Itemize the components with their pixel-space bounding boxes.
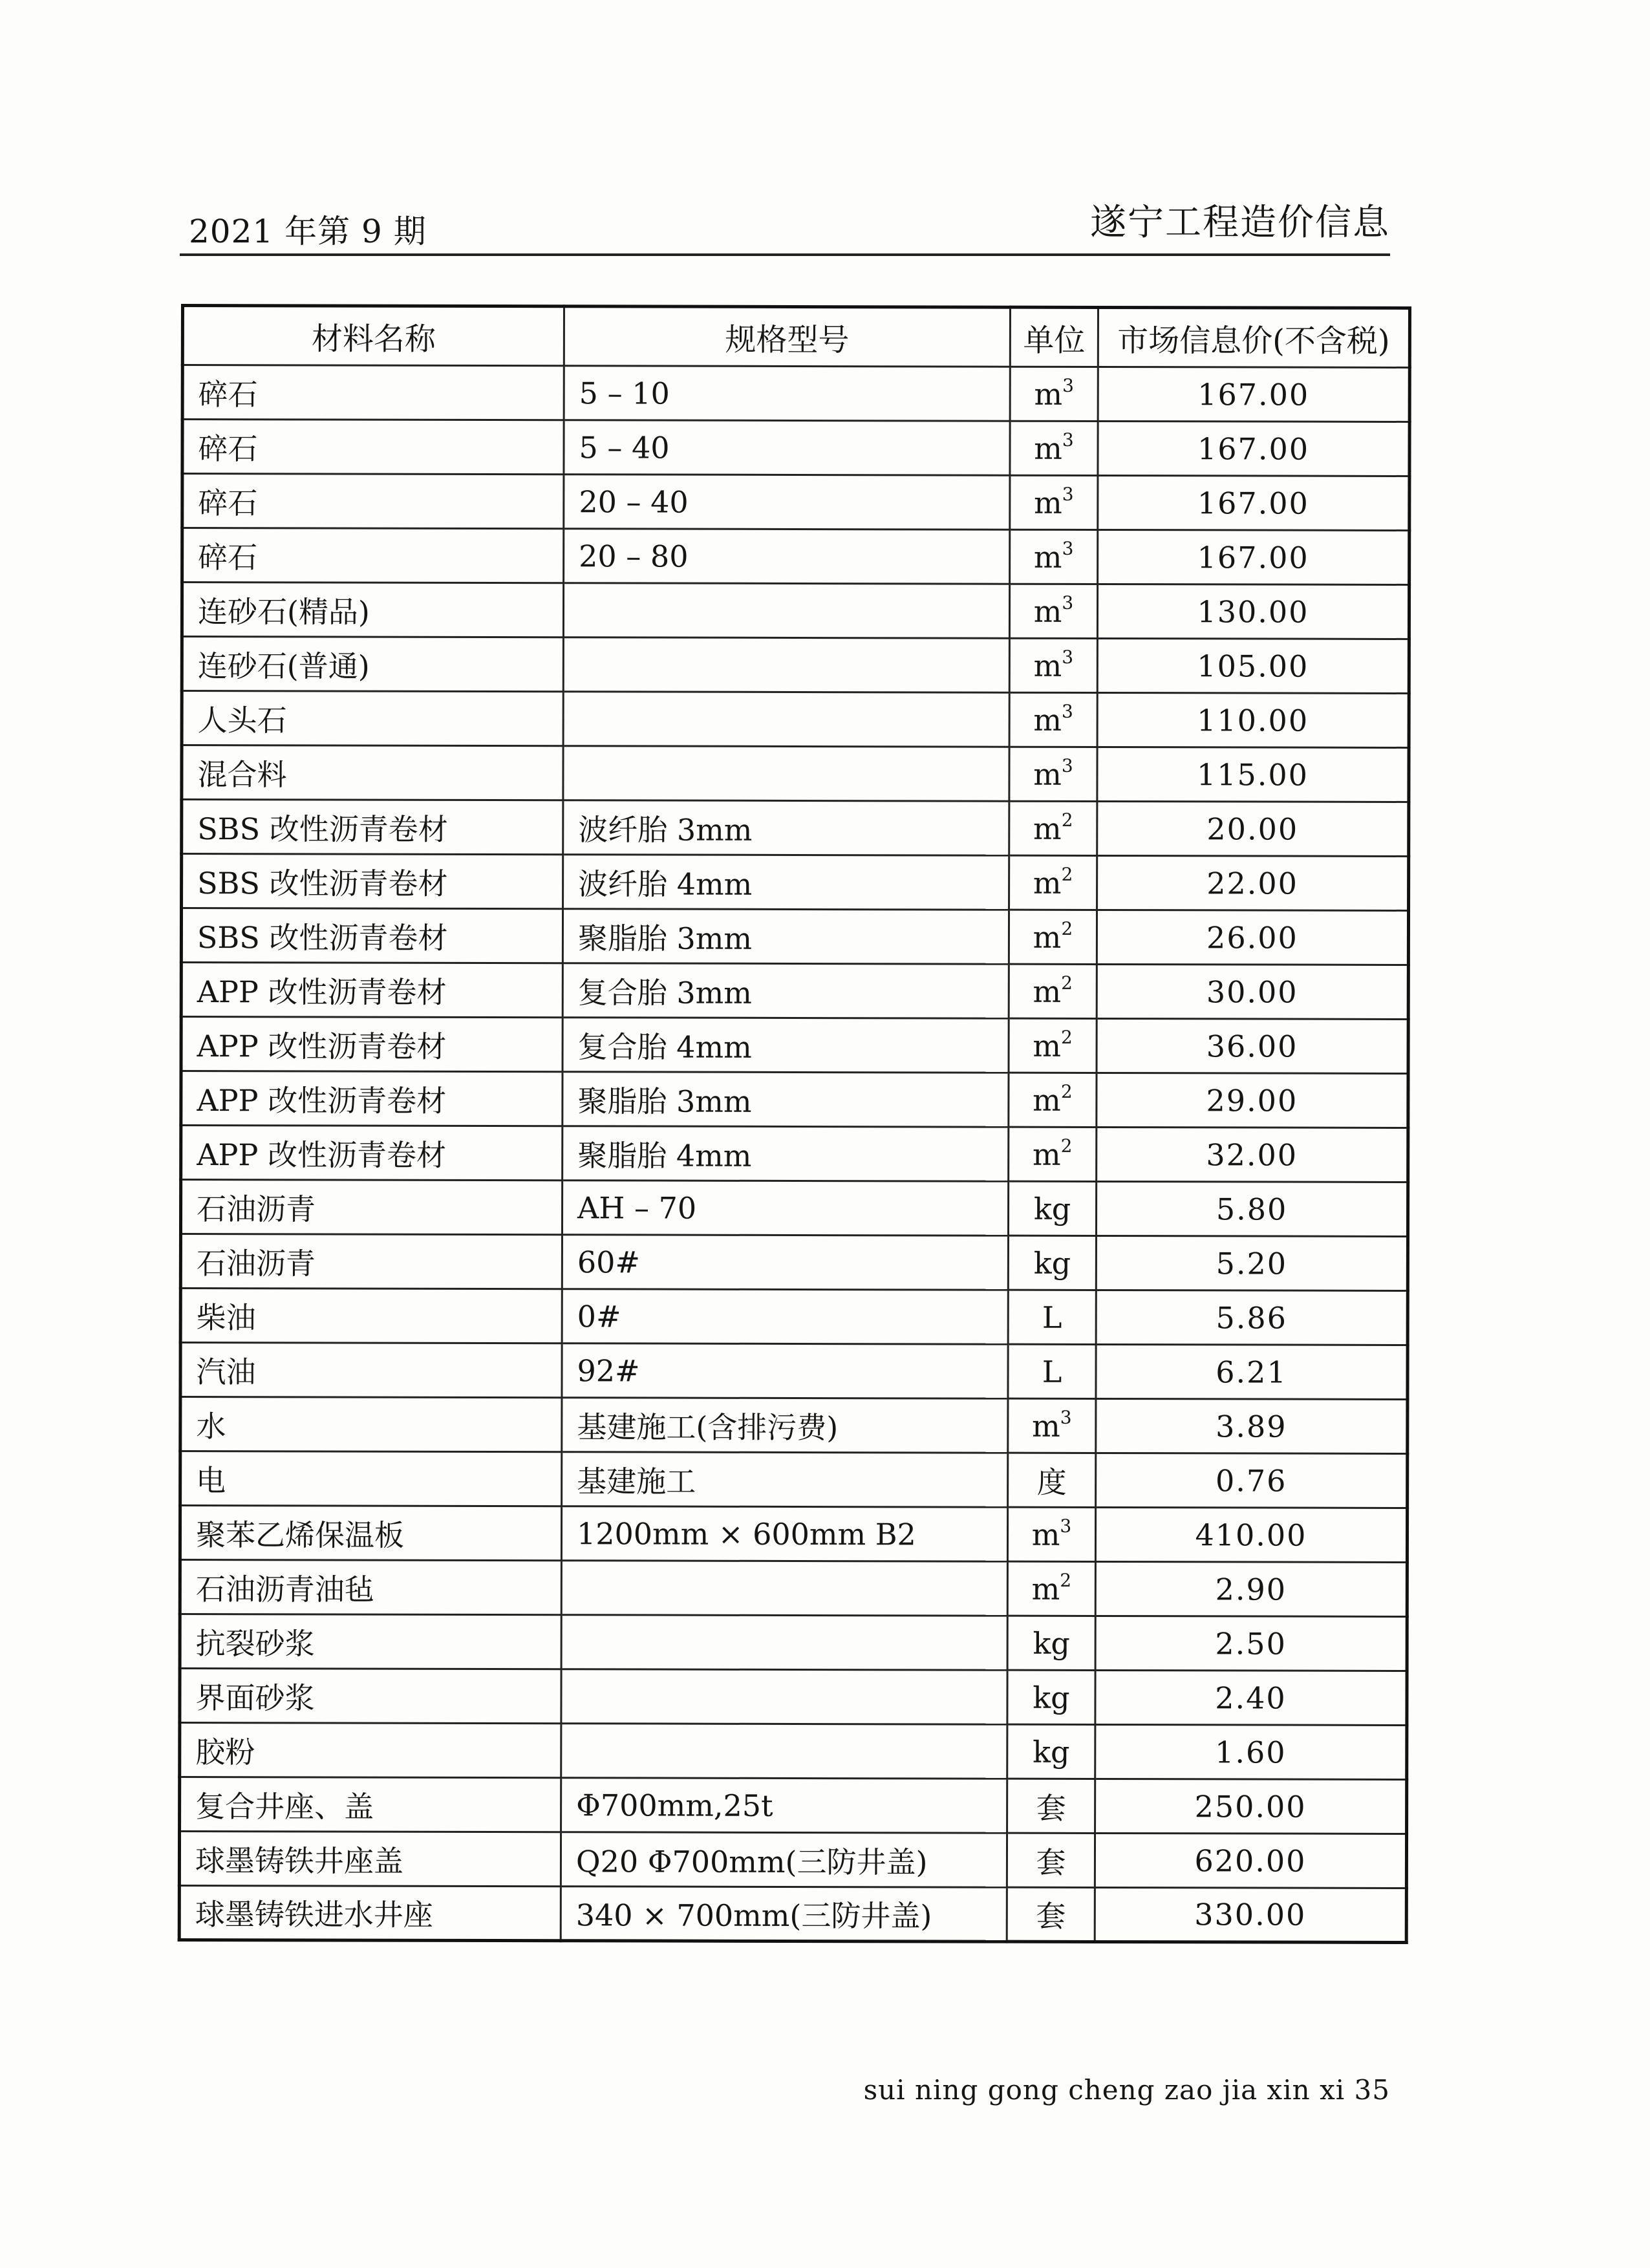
unit-text: L: [1042, 1354, 1062, 1389]
unit-text: kg: [1033, 1625, 1070, 1661]
spec-cell: 340 × 700mm(三防井盖): [561, 1887, 1007, 1942]
table-row: [181, 1071, 1408, 1128]
price-cell: 36.00: [1097, 1018, 1408, 1073]
table-row: [182, 365, 1409, 422]
unit-text: 套: [1036, 1845, 1066, 1880]
unit-text: kg: [1033, 1680, 1070, 1715]
unit-text: m: [1034, 431, 1062, 466]
material-name-cell: 电: [180, 1451, 562, 1506]
unit-exponent: 3: [1062, 646, 1074, 668]
unit-text: 套: [1036, 1898, 1066, 1934]
table-row: [182, 745, 1409, 802]
unit-cell: [1010, 367, 1098, 421]
spec-cell: [563, 583, 1009, 638]
issue-label: 2021 年第 9 期: [189, 213, 427, 250]
material-name-cell: 界面砂浆: [180, 1669, 561, 1724]
table-row: [181, 1126, 1408, 1182]
material-name-cell: 混合料: [182, 745, 563, 800]
spec-cell: 基建施工(含排污费): [562, 1398, 1008, 1453]
table-body: [179, 365, 1409, 1943]
unit-cell: [1007, 1833, 1095, 1887]
unit-text: m: [1034, 485, 1062, 520]
unit-cell: [1007, 1507, 1095, 1561]
column-header-name: 材料名称: [182, 306, 564, 366]
price-cell: 29.00: [1097, 1073, 1408, 1128]
price-cell: 2.40: [1095, 1670, 1407, 1725]
unit-cell: [1009, 801, 1097, 855]
price-cell: 3.89: [1096, 1398, 1408, 1453]
spec-cell: AH – 70: [562, 1181, 1008, 1236]
spec-cell: [561, 1669, 1007, 1724]
spec-cell: 20 – 40: [564, 475, 1010, 530]
material-name-cell: 复合井座、盖: [180, 1777, 561, 1832]
unit-exponent: 3: [1062, 429, 1074, 451]
unit-exponent: 2: [1061, 917, 1073, 939]
price-cell: 1.60: [1095, 1724, 1407, 1779]
material-name-cell: APP 改性沥青卷材: [181, 963, 562, 1018]
price-cell: 167.00: [1098, 530, 1409, 584]
spec-cell: 0#: [562, 1289, 1008, 1344]
table-row: [182, 637, 1409, 694]
unit-text: m: [1033, 1028, 1062, 1064]
price-cell: 22.00: [1097, 855, 1409, 910]
table-row: [180, 1451, 1408, 1508]
price-cell: 0.76: [1096, 1453, 1408, 1508]
unit-text: kg: [1033, 1191, 1071, 1226]
price-cell: 410.00: [1095, 1507, 1407, 1562]
price-cell: 330.00: [1095, 1887, 1406, 1942]
price-cell: 105.00: [1097, 638, 1409, 693]
unit-exponent: 2: [1061, 972, 1073, 994]
table-row: [182, 474, 1409, 531]
spec-cell: 复合胎 3mm: [562, 963, 1009, 1018]
price-cell: 5.80: [1096, 1181, 1408, 1236]
unit-exponent: 2: [1061, 809, 1073, 831]
spec-cell: [561, 1561, 1007, 1616]
unit-cell: [1007, 1616, 1095, 1670]
spec-cell: Φ700mm,25t: [561, 1778, 1007, 1833]
spec-cell: 聚脂胎 3mm: [562, 1072, 1009, 1127]
table-row: [180, 1723, 1407, 1780]
unit-text: 度: [1036, 1464, 1067, 1500]
unit-text: m: [1033, 539, 1062, 575]
material-name-cell: 抗裂砂浆: [180, 1614, 561, 1669]
material-name-cell: 连砂石(普通): [182, 637, 563, 692]
unit-text: 套: [1036, 1790, 1066, 1826]
material-name-cell: SBS 改性沥青卷材: [182, 854, 563, 909]
material-name-cell: 人头石: [182, 691, 563, 746]
price-cell: 110.00: [1097, 692, 1409, 747]
price-table: [178, 304, 1411, 1944]
unit-text: m: [1033, 648, 1062, 683]
column-header-spec: 规格型号: [564, 306, 1010, 367]
page-footer: sui ning gong cheng zao jia xin xi 35: [863, 2074, 1390, 2106]
unit-cell: [1009, 910, 1097, 964]
unit-cell: [1010, 530, 1098, 584]
table-row: [182, 420, 1409, 476]
unit-cell: [1008, 1290, 1096, 1344]
unit-text: m: [1033, 702, 1062, 738]
unit-cell: [1007, 1887, 1095, 1942]
unit-exponent: 3: [1062, 537, 1074, 559]
material-name-cell: 碎石: [182, 420, 564, 475]
spec-cell: 1200mm × 600mm B2: [561, 1506, 1007, 1561]
material-name-cell: 碎石: [182, 474, 564, 529]
material-name-cell: 聚苯乙烯保温板: [180, 1506, 561, 1561]
table-row: [180, 1669, 1407, 1726]
material-name-cell: 碎石: [182, 528, 564, 583]
unit-cell: [1009, 584, 1097, 638]
unit-cell: [1007, 1670, 1095, 1724]
table-row: [182, 691, 1409, 748]
unit-exponent: 2: [1060, 1569, 1072, 1591]
table-row: [180, 1560, 1407, 1617]
price-cell: 5.86: [1096, 1290, 1408, 1345]
price-cell: 115.00: [1097, 747, 1409, 802]
table-row: [179, 1832, 1406, 1888]
table-header-row: [182, 306, 1409, 368]
material-name-cell: 汽油: [180, 1343, 562, 1398]
spec-cell: [561, 1724, 1007, 1779]
unit-cell: [1009, 692, 1097, 747]
table-row: [180, 1614, 1407, 1671]
table-row: [180, 1180, 1408, 1237]
unit-cell: [1008, 1181, 1096, 1236]
unit-cell: [1009, 747, 1097, 801]
price-cell: 167.00: [1098, 421, 1409, 476]
material-name-cell: 连砂石(精品): [182, 583, 563, 637]
table-row: [181, 963, 1408, 1020]
unit-text: m: [1033, 811, 1062, 846]
unit-text: m: [1033, 756, 1062, 792]
spec-cell: 波纤胎 3mm: [563, 800, 1009, 855]
table-row: [182, 528, 1409, 585]
spec-cell: Q20 Φ700mm(三防井盖): [561, 1832, 1007, 1887]
header-divider: [180, 253, 1390, 256]
material-name-cell: 柴油: [180, 1289, 562, 1343]
material-name-cell: 水: [180, 1397, 562, 1452]
material-name-cell: APP 改性沥青卷材: [181, 1126, 562, 1181]
price-cell: 5.20: [1096, 1236, 1408, 1290]
spec-cell: [563, 692, 1009, 747]
material-name-cell: 球墨铸铁进水井座: [179, 1885, 561, 1940]
unit-text: m: [1033, 594, 1062, 629]
price-cell: 130.00: [1097, 584, 1409, 639]
unit-cell: [1007, 1724, 1095, 1779]
unit-cell: [1009, 855, 1097, 910]
unit-cell: [1008, 1236, 1096, 1290]
price-cell: 2.50: [1095, 1616, 1407, 1671]
unit-cell: [1008, 1344, 1096, 1398]
table-row: [180, 1289, 1408, 1345]
material-name-cell: SBS 改性沥青卷材: [182, 800, 563, 855]
material-name-cell: SBS 改性沥青卷材: [181, 908, 562, 963]
spec-cell: [561, 1615, 1007, 1670]
unit-text: m: [1032, 1408, 1060, 1444]
spec-cell: 5 – 40: [564, 420, 1010, 475]
table-row: [182, 800, 1409, 857]
table-row: [180, 1234, 1408, 1291]
price-cell: 620.00: [1095, 1833, 1406, 1888]
price-cell: 26.00: [1097, 910, 1408, 965]
table-row: [182, 583, 1409, 639]
unit-cell: [1010, 421, 1098, 475]
unit-exponent: 2: [1060, 1026, 1073, 1048]
unit-exponent: 3: [1062, 374, 1074, 396]
unit-cell: [1008, 1453, 1096, 1507]
spec-cell: 92#: [562, 1343, 1008, 1398]
unit-cell: [1009, 964, 1097, 1018]
unit-text: m: [1031, 1517, 1060, 1552]
material-name-cell: 胶粉: [180, 1723, 561, 1778]
material-name-cell: APP 改性沥青卷材: [181, 1017, 562, 1072]
spec-cell: 聚脂胎 3mm: [562, 909, 1009, 964]
unit-text: m: [1034, 376, 1063, 412]
unit-text: m: [1033, 865, 1062, 901]
spec-cell: [563, 637, 1009, 692]
price-cell: 167.00: [1098, 475, 1409, 530]
material-name-cell: 石油沥青油毡: [180, 1560, 561, 1615]
unit-cell: [1007, 1779, 1095, 1833]
unit-cell: [1009, 1073, 1097, 1127]
table-row: [180, 1343, 1408, 1400]
publication-title: 遂宁工程造价信息: [1090, 202, 1390, 244]
price-cell: 6.21: [1096, 1344, 1408, 1399]
unit-cell: [1007, 1561, 1095, 1616]
unit-exponent: 2: [1060, 1135, 1073, 1157]
price-table-container: [178, 304, 1408, 1944]
unit-text: m: [1033, 974, 1062, 1009]
spec-cell: 20 – 80: [564, 529, 1010, 584]
price-cell: 32.00: [1097, 1127, 1408, 1182]
unit-exponent: 3: [1061, 754, 1073, 776]
unit-exponent: 3: [1060, 1515, 1072, 1537]
table-row: [179, 1885, 1406, 1942]
unit-exponent: 3: [1062, 700, 1073, 722]
price-cell: 250.00: [1095, 1779, 1407, 1834]
material-name-cell: APP 改性沥青卷材: [181, 1071, 562, 1126]
unit-exponent: 3: [1062, 592, 1074, 614]
spec-cell: 聚脂胎 4mm: [562, 1126, 1009, 1181]
spec-cell: [563, 746, 1009, 801]
unit-text: m: [1033, 1082, 1061, 1118]
table-row: [180, 1397, 1408, 1454]
table-row: [180, 1506, 1407, 1563]
column-header-unit: 单位: [1010, 307, 1098, 367]
spec-cell: 60#: [562, 1235, 1008, 1290]
unit-text: m: [1033, 919, 1062, 955]
material-name-cell: 石油沥青: [180, 1180, 562, 1235]
unit-exponent: 3: [1060, 1406, 1072, 1428]
unit-exponent: 2: [1060, 1080, 1073, 1102]
unit-cell: [1009, 1127, 1097, 1181]
table-row: [182, 854, 1409, 911]
price-cell: 167.00: [1098, 367, 1409, 422]
price-cell: 30.00: [1097, 964, 1408, 1019]
unit-exponent: 2: [1061, 863, 1073, 885]
price-cell: 2.90: [1095, 1561, 1407, 1616]
unit-text: m: [1031, 1571, 1060, 1607]
unit-exponent: 3: [1062, 483, 1074, 505]
material-name-cell: 石油沥青: [180, 1234, 562, 1289]
table-row: [180, 1777, 1407, 1834]
unit-text: kg: [1033, 1245, 1071, 1281]
table-row: [181, 908, 1408, 965]
unit-cell: [1009, 638, 1097, 692]
material-name-cell: 球墨铸铁井座盖: [179, 1832, 561, 1887]
spec-cell: 5 – 10: [564, 366, 1010, 421]
spec-cell: 复合胎 4mm: [562, 1018, 1009, 1073]
unit-cell: [1009, 1018, 1097, 1073]
unit-cell: [1010, 475, 1098, 530]
column-header-price: 市场信息价(不含税): [1098, 307, 1409, 367]
spec-cell: 波纤胎 4mm: [563, 855, 1009, 910]
unit-text: m: [1032, 1137, 1061, 1172]
spec-cell: 基建施工: [562, 1452, 1008, 1507]
unit-text: L: [1042, 1300, 1062, 1335]
unit-cell: [1008, 1398, 1096, 1453]
unit-text: kg: [1033, 1734, 1070, 1770]
price-cell: 20.00: [1097, 801, 1409, 856]
material-name-cell: 碎石: [182, 365, 564, 420]
table-row: [181, 1017, 1408, 1074]
